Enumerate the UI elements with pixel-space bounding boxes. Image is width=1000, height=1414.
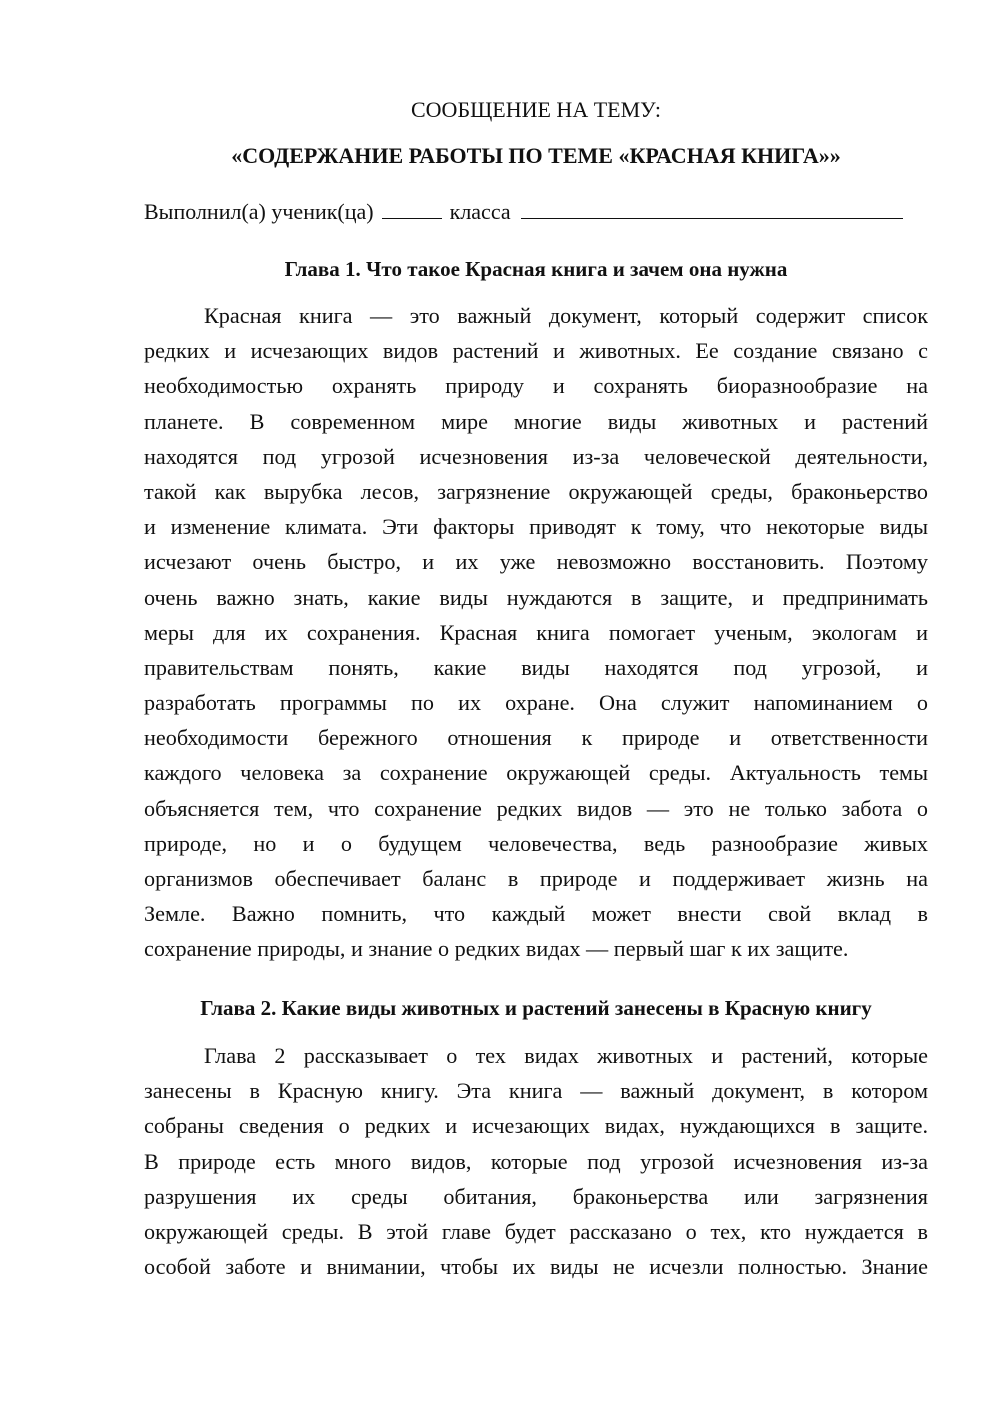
paragraph-line: необходимостью охранять природу и сохранять биоразнообразие на <box>144 373 928 399</box>
author-middle: класса <box>449 199 511 224</box>
paragraph-line: находятся под угрозой исчезновения из-за человеческой деятельности, <box>144 443 928 469</box>
student-name-blank <box>521 196 903 219</box>
paragraph-line: очень важно знать, какие виды нуждаются в защите, и предпринимать <box>144 584 928 610</box>
paragraph-line: меры для их сохранения. Красная книга помогает ученым, экологам и <box>144 619 928 645</box>
paragraph-line: Земле. Важно помнить, что каждый может внести свой вклад в <box>144 901 928 927</box>
paragraph-line: особой заботе и внимании, чтобы их виды не исчезли полностью. Знание <box>144 1254 928 1280</box>
author-prefix: Выполнил(а) ученик(ца) <box>144 199 374 224</box>
chapter-2-paragraph <box>144 1038 928 1284</box>
paragraph-line: разработать программы по их охране. Она служит напоминанием о <box>144 690 928 716</box>
paragraph-line: исчезают очень быстро, и их уже невозможно восстановить. Поэтому <box>144 549 928 575</box>
paragraph-line: необходимости бережного отношения к природе и ответственности <box>144 725 928 751</box>
paragraph-line: планете. В современном мире многие виды животных и растений <box>144 408 928 434</box>
paragraph-line: объясняется тем, что сохранение редких видов — это не только забота о <box>144 795 928 821</box>
paragraph-line: правительствам понять, какие виды находятся под угрозой, и <box>144 654 928 680</box>
paragraph-line: занесены в Красную книгу. Эта книга — важный документ, в котором <box>144 1078 928 1104</box>
chapter-1-paragraph <box>144 298 928 967</box>
paragraph-line: Глава 2 рассказывает о тех видах животных и растений, которые <box>204 1043 928 1068</box>
paragraph-line: окружающей среды. В этой главе будет рассказано о тех, кто нуждается в <box>144 1218 928 1244</box>
paragraph-line: природе, но и о будущем человечества, ведь разнообразие живых <box>144 830 928 856</box>
title-line-2: «СОДЕРЖАНИЕ РАБОТЫ ПО ТЕМЕ «КРАСНАЯ КНИГА»» <box>231 143 841 168</box>
paragraph-line: В природе есть много видов, которые под угрозой исчезновения из-за <box>144 1148 928 1174</box>
paragraph-line: такой как вырубка лесов, загрязнение окружающей среды, браконьерство <box>144 478 928 504</box>
chapter-2-heading: Глава 2. Какие виды животных и растений занесены в Красную книгу <box>200 996 872 1020</box>
paragraph-line: и изменение климата. Эти факторы приводят к тому, что некоторые виды <box>144 514 928 540</box>
paragraph-line: собраны сведения о редких и исчезающих видах, нуждающихся в защите. <box>144 1113 928 1139</box>
chapter-1-heading: Глава 1. Что такое Красная книга и зачем она нужна <box>284 257 788 281</box>
paragraph-line: редких и исчезающих видов растений и животных. Ее создание связано с <box>144 338 928 364</box>
title-line-1: СООБЩЕНИЕ НА ТЕМУ: <box>411 97 661 122</box>
paragraph-line: сохранение природы, и знание о редких видах — первый шаг к их защите. <box>144 936 849 962</box>
paragraph-line: Красная книга — это важный документ, который содержит список <box>204 303 928 328</box>
paragraph-line: организмов обеспечивает баланс в природе и поддерживает жизнь на <box>144 866 928 891</box>
paragraph-line: разрушения их среды обитания, браконьерства или загрязнения <box>144 1183 928 1209</box>
class-number-blank <box>382 196 442 219</box>
paragraph-line: каждого человека за сохранение окружающей среды. Актуальность темы <box>144 760 928 786</box>
author-line <box>144 196 944 228</box>
